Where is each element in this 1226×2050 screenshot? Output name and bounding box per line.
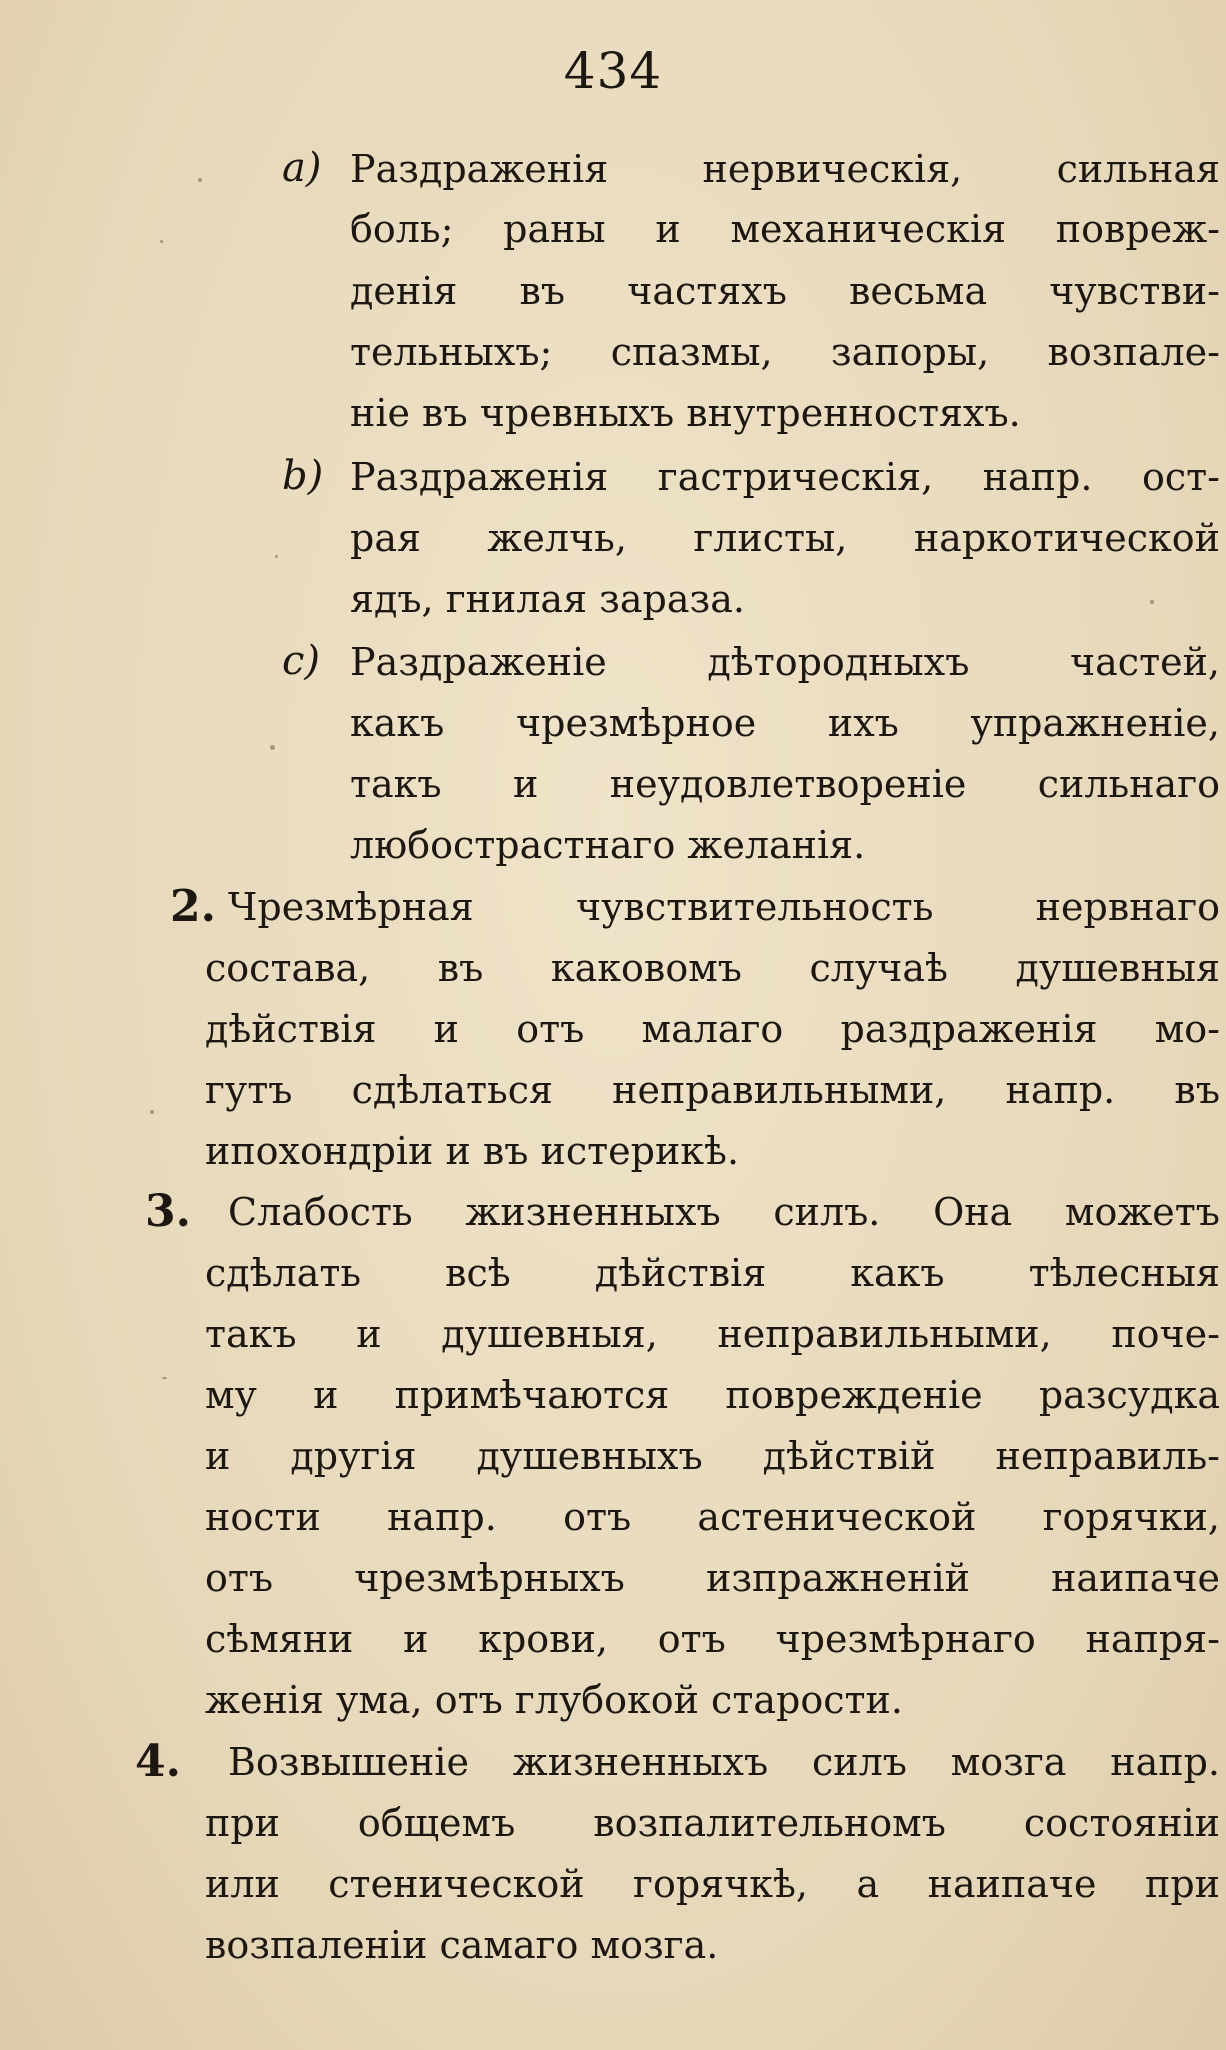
item-marker-a: a) (282, 145, 322, 191)
item-number-2: 2. (170, 881, 216, 932)
text-line: Чрезмѣрная чувствительность нервнаго (228, 885, 1220, 929)
text-line: му и примѣчаются поврежденіе разсудка (205, 1373, 1220, 1417)
paper-speck (150, 1110, 154, 1114)
text-line: ніе въ чревныхъ внутренностяхъ. (350, 391, 1021, 435)
text-line: какъ чрезмѣрное ихъ упражненіе, (350, 701, 1220, 745)
page-number: 434 (563, 42, 663, 100)
paper-speck (160, 240, 163, 243)
paper-speck (1150, 600, 1154, 604)
text-line: рая желчь, глисты, наркотической (350, 516, 1220, 560)
text-line: отъ чрезмѣрныхъ изпражненій наипаче (205, 1556, 1220, 1600)
text-line: ипохондріи и въ истерикѣ. (205, 1129, 740, 1173)
item-marker-c: c) (282, 638, 321, 684)
item-number-3: 3. (145, 1186, 191, 1237)
paper-speck (270, 745, 275, 750)
text-line: Слабость жизненныхъ силъ. Она можетъ (228, 1190, 1220, 1234)
paper-speck (162, 1377, 167, 1379)
text-line: ядъ, гнилая зараза. (350, 577, 745, 621)
text-line: тельныхъ; спазмы, запоры, возпале- (350, 330, 1220, 374)
text-line: такъ и душевныя, неправильными, поче- (205, 1312, 1220, 1356)
item-number-4: 4. (135, 1736, 181, 1787)
paper-speck (198, 178, 202, 182)
text-line: женія ума, отъ глубокой старости. (205, 1678, 903, 1722)
text-line: при общемъ возпалительномъ состояніи (205, 1801, 1220, 1845)
text-line: сѣмяни и крови, отъ чрезмѣрнаго напря- (205, 1617, 1220, 1661)
text-line: боль; раны и механическія повреж- (350, 207, 1220, 251)
text-line: любострастнаго желанія. (350, 823, 866, 867)
text-line: ности напр. отъ астенической горячки, (205, 1495, 1220, 1539)
text-line: или стенической горячкѣ, а наипаче при (205, 1862, 1220, 1906)
text-line: возпаленіи самаго мозга. (205, 1923, 719, 1967)
text-line: и другія душевныхъ дѣйствій неправиль- (205, 1434, 1220, 1478)
text-line: денія въ частяхъ весьма чувстви- (350, 269, 1220, 313)
text-line: Возвышеніе жизненныхъ силъ мозга напр. (228, 1740, 1220, 1784)
paper-speck (275, 555, 278, 558)
text-line: гутъ сдѣлаться неправильными, напр. въ (205, 1068, 1220, 1112)
item-marker-b: b) (282, 453, 324, 499)
text-line: сдѣлать всѣ дѣйствія какъ тѣлесныя (205, 1251, 1220, 1295)
text-line: Раздраженія гастрическія, напр. ост- (350, 455, 1220, 499)
text-line: состава, въ каковомъ случаѣ душевныя (205, 946, 1220, 990)
text-line: Раздраженіе дѣтородныхъ частей, (350, 640, 1220, 684)
text-line: дѣйствія и отъ малаго раздраженія мо- (205, 1007, 1220, 1051)
text-line: такъ и неудовлетвореніе сильнаго (350, 762, 1220, 806)
text-line: Раздраженія нервическія, сильная (350, 147, 1220, 191)
